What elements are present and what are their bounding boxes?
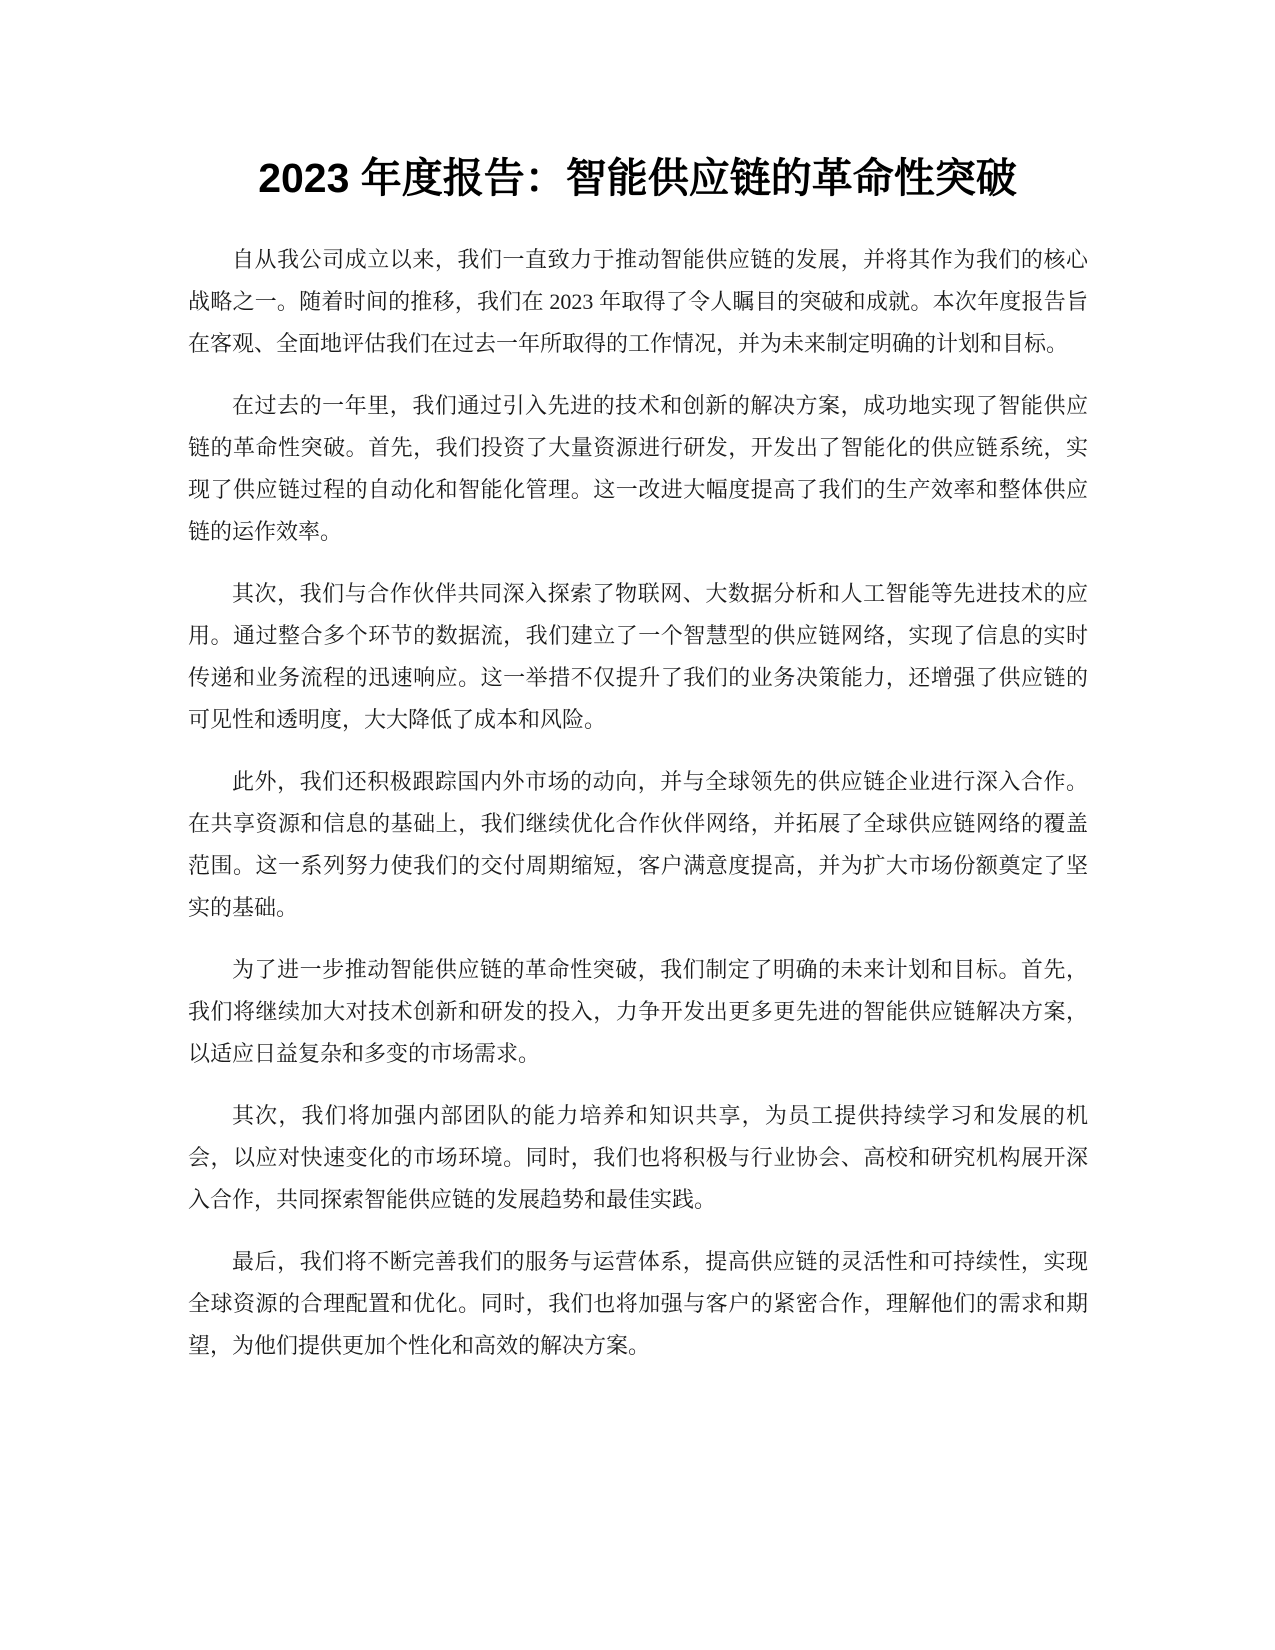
paragraph-conclusion: 最后，我们将不断完善我们的服务与运营体系，提高供应链的灵活性和可持续性，实现全球资源的合理配置和优化。同时，我们也将加强与客户的紧密合作，理解他们的需求和期望，为他们提供更加个性化和高效的解决方案。: [188, 1249, 1088, 1358]
document-body: [188, 239, 1088, 1387]
paragraph-technology-breakthrough: 在过去的一年里，我们通过引入先进的技术和创新的解决方案，成功地实现了智能供应链的革命性突破。首先，我们投资了大量资源进行研发，开发出了智能化的供应链系统，实现了供应链过程的自动化和智能化管理。这一改进大幅度提高了我们的生产效率和整体供应链的运作效率。: [188, 393, 1088, 544]
paragraph-global-cooperation: 此外，我们还积极跟踪国内外市场的动向，并与全球领先的供应链企业进行深入合作。在共享资源和信息的基础上，我们继续优化合作伙伴网络，并拓展了全球供应链网络的覆盖范围。这一系列努力使我们的交付周期缩短，客户满意度提高，并为扩大市场份额奠定了坚实的基础。: [188, 769, 1088, 920]
document-title: 2023 年度报告：智能供应链的革命性突破: [258, 155, 1017, 201]
paragraph-introduction: 自从我公司成立以来，我们一直致力于推动智能供应链的发展，并将其作为我们的核心战略之一。随着时间的推移，我们在 2023 年取得了令人瞩目的突破和成就。本次年度报告旨在客观、全面地评估我们在过去一年所取得的工作情况，并为未来制定明确的计划和目标。: [188, 247, 1088, 356]
paragraph-team-development: 其次，我们将加强内部团队的能力培养和知识共享，为员工提供持续学习和发展的机会，以应对快速变化的市场环境。同时，我们也将积极与行业协会、高校和研究机构展开深入合作，共同探索智能供应链的发展趋势和最佳实践。: [188, 1103, 1088, 1212]
paragraph-partner-technologies: 其次，我们与合作伙伴共同深入探索了物联网、大数据分析和人工智能等先进技术的应用。通过整合多个环节的数据流，我们建立了一个智慧型的供应链网络，实现了信息的实时传递和业务流程的迅速响应。这一举措不仅提升了我们的业务决策能力，还增强了供应链的可见性和透明度，大大降低了成本和风险。: [188, 581, 1088, 732]
paragraph-future-plans: 为了进一步推动智能供应链的革命性突破，我们制定了明确的未来计划和目标。首先，我们将继续加大对技术创新和研发的投入，力争开发出更多更先进的智能供应链解决方案，以适应日益复杂和多变的市场需求。: [188, 957, 1088, 1066]
